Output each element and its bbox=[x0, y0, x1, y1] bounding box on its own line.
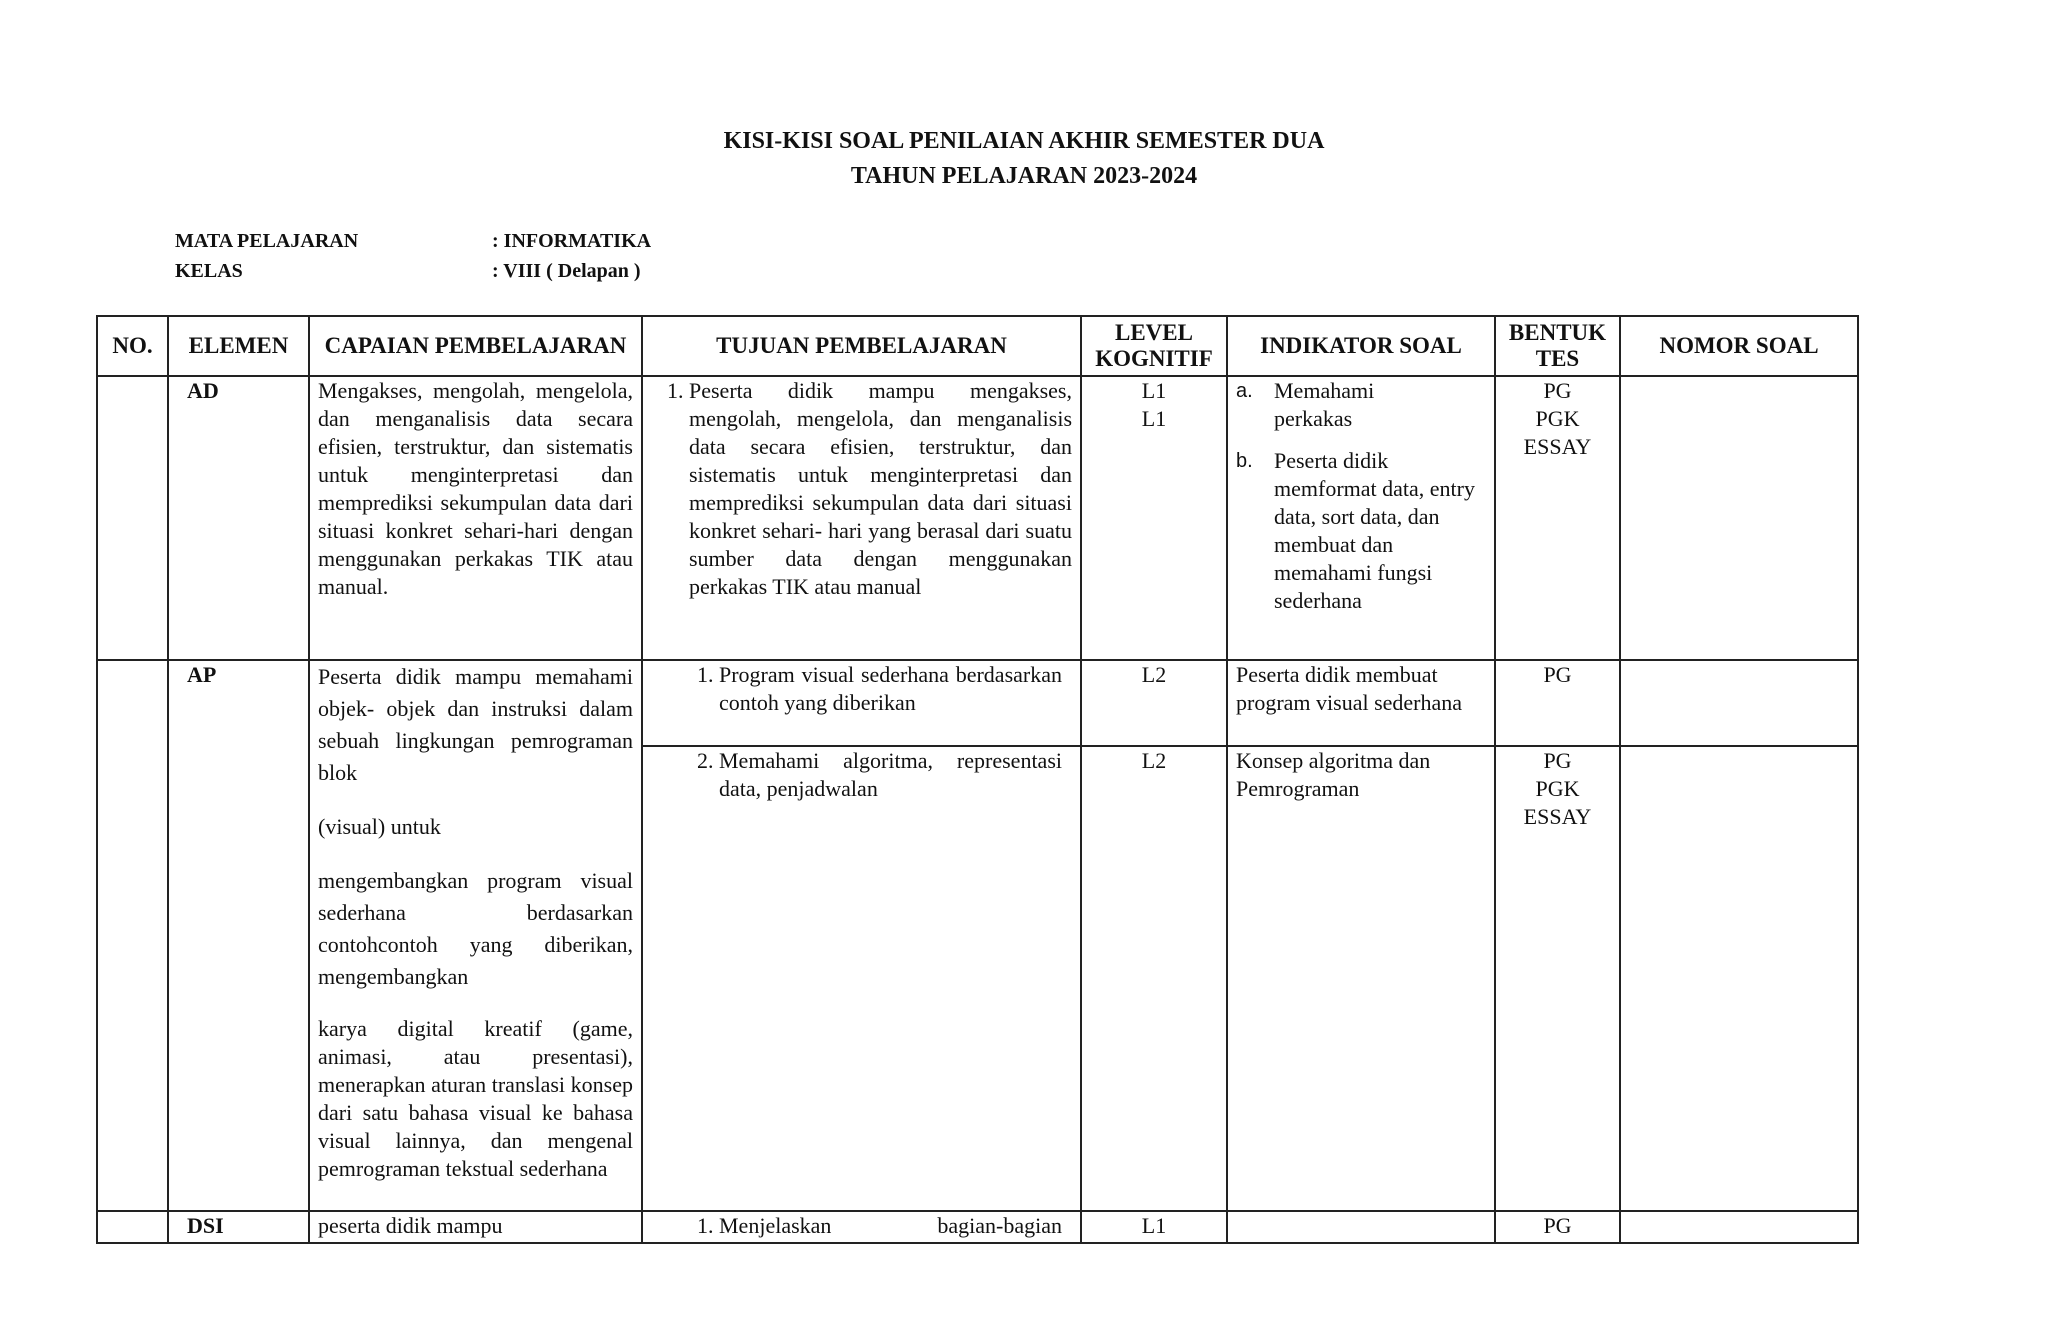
cell-elemen-ad: AD bbox=[168, 376, 309, 660]
cell-bentuk-ap-1: PG bbox=[1495, 660, 1620, 746]
kisi-kisi-table bbox=[96, 315, 1859, 1244]
cell-tujuan-ap-1 bbox=[642, 660, 1081, 746]
cell-indikator-ad bbox=[1227, 376, 1495, 660]
cell-level-dsi: L1 bbox=[1081, 1211, 1227, 1243]
document-title: KISI-KISI SOAL PENILAIAN AKHIR SEMESTER DUA bbox=[723, 128, 1325, 154]
cell-level-ad bbox=[1081, 376, 1227, 660]
header-nomor: NOMOR SOAL bbox=[1620, 316, 1858, 376]
cell-nomor-ad bbox=[1620, 376, 1858, 660]
cell-capaian-dsi: peserta didik mampu bbox=[309, 1211, 642, 1243]
cell-nomor-dsi bbox=[1620, 1211, 1858, 1243]
cell-no bbox=[97, 1211, 168, 1243]
header-capaian: CAPAIAN PEMBELAJARAN bbox=[309, 316, 642, 376]
cell-indikator-dsi bbox=[1227, 1211, 1495, 1243]
bentuk-value: PG bbox=[1543, 378, 1572, 403]
indikator-text: Peserta didik memformat data, entry data, sort data, dan membuat dan memahami fungsi sederhana bbox=[1274, 448, 1475, 613]
cell-tujuan-dsi bbox=[642, 1211, 1081, 1243]
class-label: KELAS bbox=[175, 260, 243, 282]
header-row bbox=[97, 316, 1858, 376]
cell-bentuk-ap-2 bbox=[1495, 746, 1620, 1211]
tujuan-item: 1. Peserta didik mampu mengakses, mengolah, mengelola, dan menganalisis data secara efisien, terstruktur, dan sistematis untuk menginterpretasi dan memprediksi sekumpulan data dari situasi konkret sehari- hari yang berasal dari suatu sumber data dengan menggunakan perkakas TIK atau manual bbox=[689, 377, 1072, 601]
tujuan-item: 1. Program visual sederhana berdasarkan contoh yang diberikan bbox=[719, 661, 1062, 717]
cell-nomor-ap-1 bbox=[1620, 660, 1858, 746]
indikator-item-b bbox=[1236, 447, 1486, 615]
table-row-dsi bbox=[97, 1211, 1858, 1243]
subject-label: MATA PELAJARAN bbox=[175, 230, 359, 252]
header-bentuk: BENTUK TES bbox=[1495, 316, 1620, 376]
bentuk-value: PGK bbox=[1535, 776, 1580, 801]
bentuk-value: ESSAY bbox=[1523, 434, 1592, 459]
header-tujuan: TUJUAN PEMBELAJARAN bbox=[642, 316, 1081, 376]
cell-no bbox=[97, 376, 168, 660]
cell-bentuk-ad bbox=[1495, 376, 1620, 660]
cell-level-ap-1: L2 bbox=[1081, 660, 1227, 746]
table-row-ad bbox=[97, 376, 1858, 660]
header-elemen: ELEMEN bbox=[168, 316, 309, 376]
table-row-ap-1 bbox=[97, 660, 1858, 746]
subject-value: : INFORMATIKA bbox=[492, 230, 652, 252]
cell-nomor-ap-2 bbox=[1620, 746, 1858, 1211]
indikator-text: Memahami perkakas bbox=[1274, 378, 1375, 431]
document-subtitle: TAHUN PELAJARAN 2023-2024 bbox=[850, 163, 1198, 189]
cell-elemen-dsi: DSI bbox=[168, 1211, 309, 1243]
bentuk-value: ESSAY bbox=[1523, 804, 1592, 829]
cell-tujuan-ap-2 bbox=[642, 746, 1081, 1211]
level-value: L1 bbox=[1141, 406, 1167, 431]
cell-no bbox=[97, 660, 168, 1211]
capaian-paragraph: (visual) untuk bbox=[318, 814, 441, 839]
item-marker: b. bbox=[1236, 450, 1253, 472]
level-value: L1 bbox=[1141, 378, 1167, 403]
capaian-paragraph: mengembangkan program visual sederhana berdasarkan contohcontoh yang diberikan, mengembangkan bbox=[318, 868, 633, 989]
bentuk-value: PGK bbox=[1535, 406, 1580, 431]
cell-indikator-ap-1: Peserta didik membuat program visual sederhana bbox=[1227, 660, 1495, 746]
class-value: : VIII ( Delapan ) bbox=[492, 260, 641, 282]
cell-level-ap-2: L2 bbox=[1081, 746, 1227, 1211]
cell-capaian-ad: Mengakses, mengolah, mengelola, dan menganalisis data secara efisien, terstruktur, dan sistematis untuk menginterpretasi dan memprediksi sekumpulan data dari situasi konkret sehari-hari dengan menggunakan perkakas TIK atau manual. bbox=[309, 376, 642, 660]
cell-indikator-ap-2: Konsep algoritma dan Pemrograman bbox=[1227, 746, 1495, 1211]
tujuan-item: 2. Memahami algoritma, representasi data, penjadwalan bbox=[719, 747, 1062, 803]
header-indikator: INDIKATOR SOAL bbox=[1227, 316, 1495, 376]
cell-capaian-ap bbox=[309, 660, 642, 1211]
cell-tujuan-ad bbox=[642, 376, 1081, 660]
indikator-item-a bbox=[1236, 377, 1486, 433]
cell-elemen-ap: AP bbox=[168, 660, 309, 1211]
cell-bentuk-dsi: PG bbox=[1495, 1211, 1620, 1243]
item-marker: a. bbox=[1236, 380, 1253, 402]
bentuk-value: PG bbox=[1543, 748, 1572, 773]
header-no: NO. bbox=[97, 316, 168, 376]
capaian-paragraph: Peserta didik mampu memahami objek- objek dan instruksi dalam sebuah lingkungan pemrograman blok bbox=[318, 664, 633, 785]
header-level: LEVEL KOGNITIF bbox=[1081, 316, 1227, 376]
tujuan-item: 1. Menjelaskan bagian-bagian bbox=[719, 1212, 1062, 1240]
capaian-paragraph: karya digital kreatif (game, animasi, atau presentasi), menerapkan aturan translasi konsep dari satu bahasa visual ke bahasa visual lainnya, dan mengenal pemrograman tekstual sederhana bbox=[318, 1016, 633, 1181]
